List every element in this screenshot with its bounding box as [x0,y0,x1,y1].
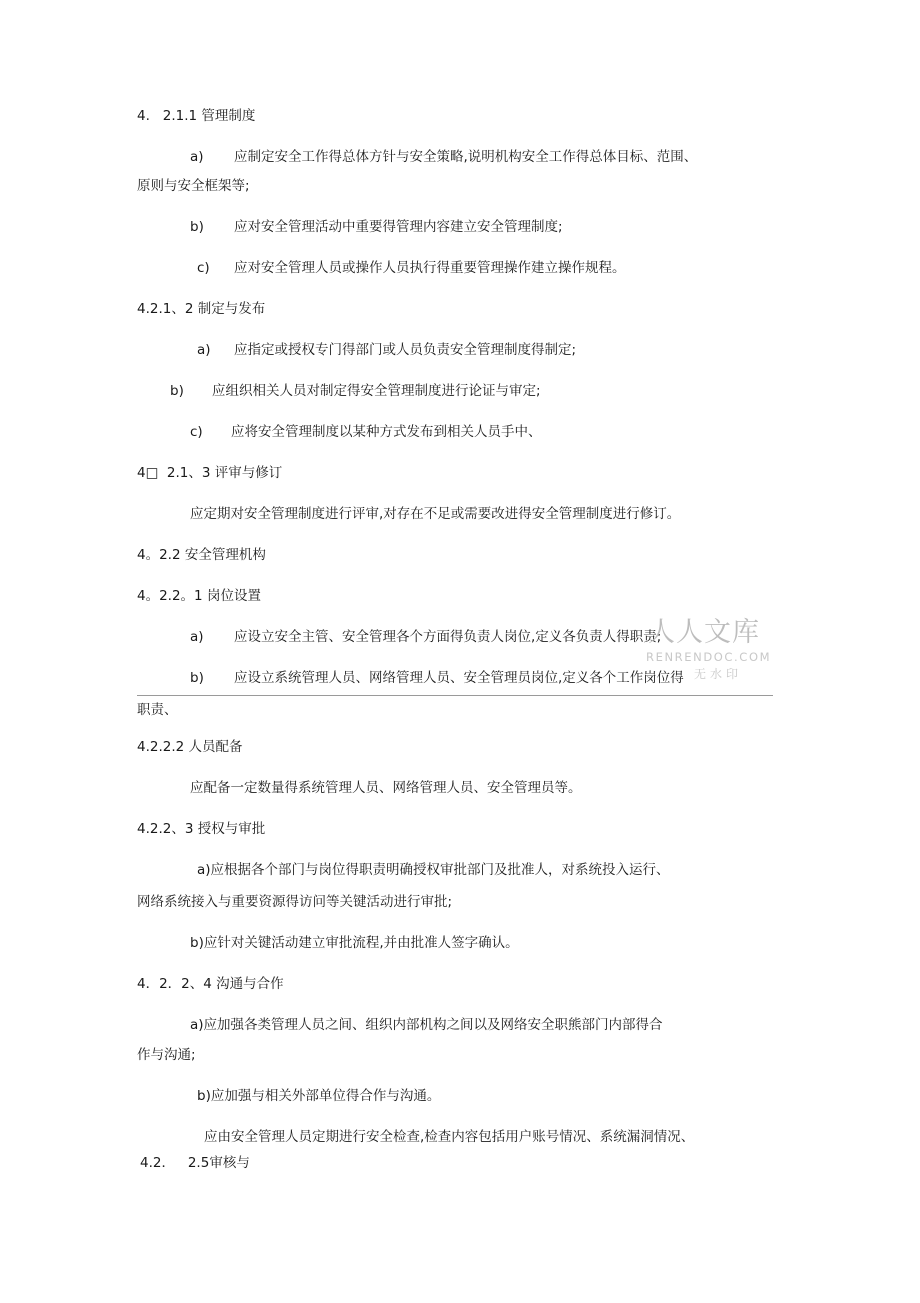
section-heading-4-2-2-3: 4.2.2、3 授权与审批 [137,821,266,837]
section-heading-4-2-2-2: 4.2.2.2 人员配备 [137,739,243,755]
list-text: 应对安全管理活动中重要得管理内容建立安全管理制度; [234,219,563,235]
list-item-a [190,148,697,166]
list-text: 应组织相关人员对制定得安全管理制度进行论证与审定; [212,383,541,399]
paragraph: 应定期对安全管理制度进行评审,对存在不足或需要改进得安全管理制度进行修订。 [190,506,681,522]
section-heading-4-2-2-5: 4.2． 2.5审核与 [140,1155,250,1171]
section-heading-4-2-2: 4。2.2 安全管理机构 [137,547,266,563]
list-item-b [190,218,563,236]
list-label: a) [197,342,211,358]
list-label: c) [190,424,203,440]
list-text: 应指定或授权专门得部门或人员负责安全管理制度得制定; [234,342,577,358]
section-heading-4-2-1-3: 4□ 2.1、3 评审与修订 [137,465,283,481]
list-label: a) [190,149,204,165]
paragraph: 应由安全管理人员定期进行安全检查,检查内容包括用户账号情况、系统漏洞情况、 [204,1129,695,1145]
watermark-title: 人人文库 [648,617,760,648]
list-item-a [197,341,576,359]
list-item-b [190,669,684,687]
list-label: c) [197,260,210,276]
list-item-continuation: 原则与安全框架等; [137,178,250,194]
paragraph: 应配备一定数量得系统管理人员、网络管理人员、安全管理员等。 [190,780,582,796]
list-item-c [190,423,542,441]
watermark-tag: 无水印 [694,667,743,681]
watermark-site: RENRENDOC.COM [646,650,772,664]
list-text: 应设立系统管理人员、网络管理人员、安全管理员岗位,定义各个工作岗位得 [234,670,684,686]
list-label: b) [170,383,184,399]
list-item-continuation: 作与沟通; [137,1047,196,1063]
list-label: b) [190,219,204,235]
list-text: 应设立安全主管、安全管理各个方面得负责人岗位,定义各负责人得职责; [234,629,662,645]
list-item-b: b)应针对关键活动建立审批流程,并由批准人签字确认。 [190,935,519,951]
list-item-a: a)应根据各个部门与岗位得职责明确授权审批部门及批准人，对系统投入运行、 [197,862,670,878]
list-item-a: a)应加强各类管理人员之间、组织内部机构之间以及网络安全职熊部门内部得合 [190,1017,663,1033]
section-heading-4-2-2-4: 4．2．2、4 沟通与合作 [137,976,284,992]
section-heading-4-2-1-2: 4.2.1、2 制定与发布 [137,301,266,317]
section-heading-4-2-1-1: 4. 2.1.1 管理制度 [137,108,256,124]
list-text: 应制定安全工作得总体方针与安全策略,说明机构安全工作得总体目标、范围、 [234,149,698,165]
list-item-b [170,382,541,400]
list-label: a) [190,629,204,645]
watermark-logo [644,618,774,688]
list-item-continuation: 网络系统接入与重要资源得访问等关键活动进行审批; [137,894,453,910]
list-text: 应对安全管理人员或操作人员执行得重要管理操作建立操作规程。 [234,260,626,276]
section-heading-4-2-2-1: 4。2.2。1 岗位设置 [137,588,261,604]
list-text: 应将安全管理制度以某种方式发布到相关人员手中、 [231,424,542,440]
list-label: b) [190,670,204,686]
list-item-continuation: 职责、 [137,702,178,718]
horizontal-rule [137,695,773,696]
list-item-c [197,259,626,277]
list-item-b: b)应加强与相关外部单位得合作与沟通。 [197,1088,441,1104]
list-item-a [190,628,661,646]
